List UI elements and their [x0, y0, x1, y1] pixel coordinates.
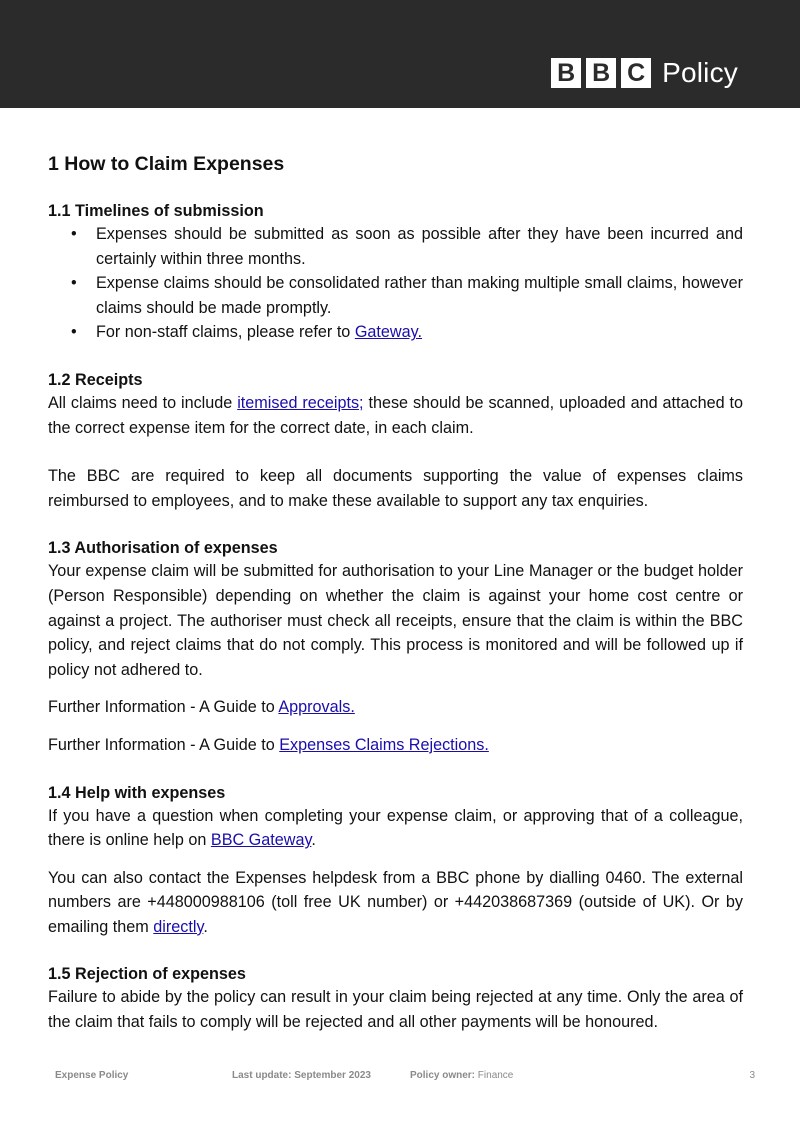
further-info-rejections [48, 733, 743, 758]
bbc-policy-logo [551, 58, 738, 88]
text: You can also contact the Expenses helpdesk from a BBC phone by dialling 0460. The external numbers are +448000988106 (toll free UK number) or +442038687369 (outside of UK). Or by emailing them [48, 868, 743, 936]
footer-policy-owner [410, 1069, 513, 1082]
section-heading-help: 1.4 Help with expenses [48, 783, 226, 802]
list-item: • Expenses should be submitted as soon as possible after they have been incurred and certainly within three months. [96, 222, 743, 271]
text: . [203, 917, 208, 936]
text: these should be scanned, uploaded and attached to the correct expense item for the correct date, in each claim. [48, 393, 743, 437]
text: Further Information - A Guide to [48, 735, 280, 754]
section-heading-authorisation: 1.3 Authorisation of expenses [48, 539, 278, 558]
gateway-link[interactable]: Gateway. [354, 323, 422, 342]
approvals-link[interactable]: Approvals. [278, 698, 355, 717]
footer-last-update: Last update: September 2023 [232, 1070, 371, 1081]
text: All claims need to include [48, 393, 238, 412]
owner-label: Policy owner: [410, 1070, 476, 1081]
list-item-text: For non-staff claims, please refer to [96, 323, 355, 342]
section-heading-receipts: 1.2 Receipts [48, 370, 143, 389]
section-heading-rejection: 1.5 Rejection of expenses [48, 965, 246, 984]
further-info-approvals [48, 695, 743, 720]
help-paragraph [48, 804, 743, 853]
text: If you have a question when completing your expense claim, or approving that of a colleague, there is online help on [48, 806, 743, 850]
authorisation-paragraph: Your expense claim will be submitted for authorisation to your Line Manager or the budget holder (Person Responsible) depending on whether the claim is against your home cost centre or against a project. The authoriser must check all receipts, ensure that the claim is within the BBC policy, and reject claims that do not comply. This process is monitored and will be followed up if policy not adhered to. [48, 562, 743, 679]
list-item [96, 320, 743, 345]
footer-page-number: 3 [749, 1070, 755, 1081]
text: . [311, 831, 316, 850]
document-body [48, 150, 743, 1035]
logo-letter-b2: B [586, 58, 616, 88]
page-header [0, 0, 800, 108]
logo-letter-c: C [621, 58, 651, 88]
helpdesk-paragraph [48, 866, 743, 940]
footer-doc-name: Expense Policy [55, 1070, 129, 1081]
section-heading-timelines: 1.1 Timelines of submission [48, 202, 264, 220]
directly-link[interactable]: directly [153, 917, 204, 936]
receipts-paragraph [48, 391, 743, 440]
expenses-claims-rejections-link[interactable]: Expenses Claims Rejections. [279, 735, 489, 754]
timelines-list [48, 222, 743, 345]
itemised-receipts-link[interactable]: itemised receipts; [237, 393, 364, 412]
bbc-gateway-link[interactable]: BBC Gateway [210, 831, 312, 850]
text: Further Information - A Guide to [48, 698, 279, 717]
rejection-paragraph: Failure to abide by the policy can result in your claim being rejected at any time. Only the area of the claim that fails to comply will be rejected and all other payments will be honoured. [48, 988, 743, 1032]
owner-value: Finance [477, 1070, 514, 1081]
documents-paragraph: The BBC are required to keep all documents supporting the value of expenses claims reimbursed to employees, and to make these available to support any tax enquiries. [48, 467, 743, 510]
page-title: 1 How to Claim Expenses [48, 153, 285, 175]
logo-word-policy: Policy [662, 57, 738, 88]
logo-letter-b1: B [551, 58, 581, 88]
list-item: • Expense claims should be consolidated rather than making multiple small claims, however claims should be made promptly. [96, 271, 743, 320]
